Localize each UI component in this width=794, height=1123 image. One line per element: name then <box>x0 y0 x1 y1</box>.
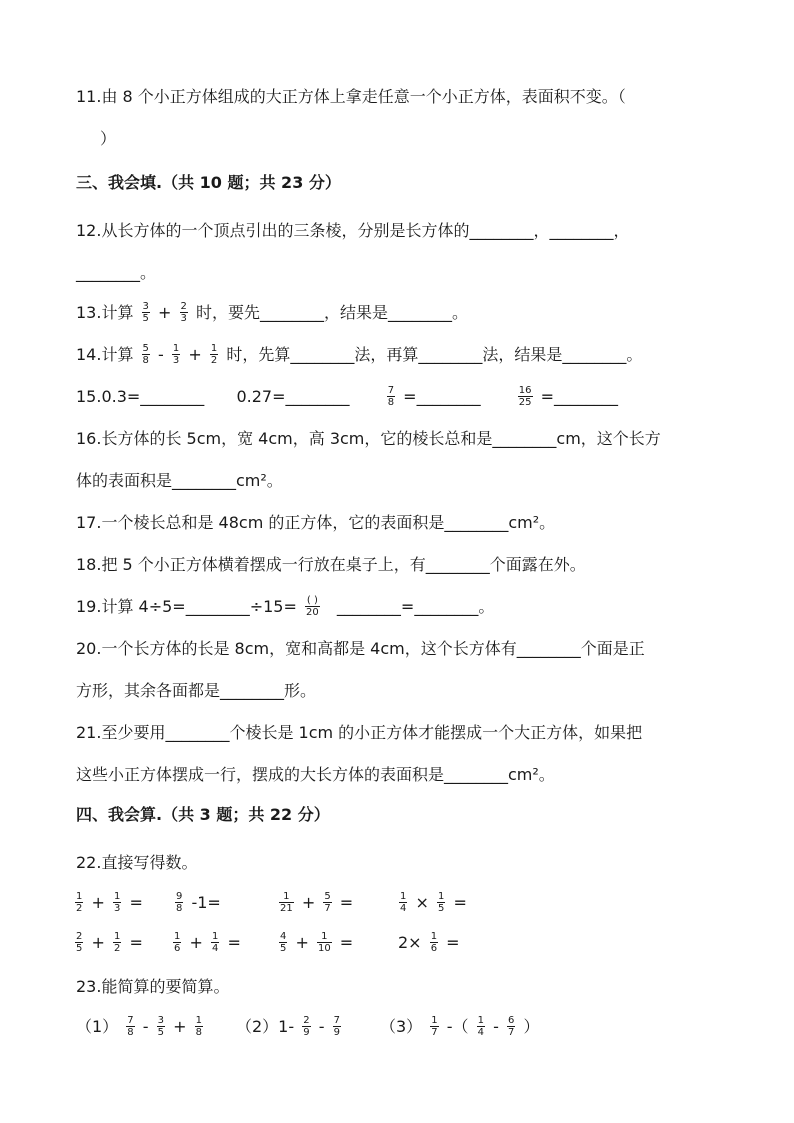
q22-r1c1-f2-num: 1 <box>113 891 121 902</box>
q22-r2c3-f1-num: 4 <box>280 931 287 942</box>
q23-e3-f1-den: 7 <box>431 1027 438 1038</box>
q22-r1c3-op: + <box>301 893 316 912</box>
q22-r2c1-op: + <box>91 933 105 952</box>
q11-line1: 11.由 8 个小正方体组成的大正方体上拿走任意一个小正方体，表面积不变。（ <box>76 87 626 106</box>
q21-line2: 这些小正方体摆成一行，摆成的大长方体的表面积是________cm²。 <box>76 765 555 784</box>
q22-r1c4-fraction-1 <box>399 891 407 914</box>
q13-prefix: 13.计算 <box>76 303 134 322</box>
q22-r2c2 <box>170 932 241 955</box>
q22-r2c3 <box>276 932 353 955</box>
q22-r2c1 <box>72 932 143 955</box>
q22-r2c2-fraction-1 <box>173 931 181 954</box>
q23-e1-op2: + <box>173 1017 187 1036</box>
q23-e1-fraction-2 <box>157 1015 165 1038</box>
q22-r1c1-op: + <box>91 893 105 912</box>
q22-r1c1-fraction-1 <box>75 891 83 914</box>
q22-r1c2-rest: -1= <box>191 893 221 912</box>
q19 <box>76 596 494 619</box>
q15-part2: 0.27=________ <box>236 387 350 406</box>
q22-r2c2-fraction-2 <box>211 931 219 954</box>
q22-r1c4-f2-den: 5 <box>437 903 445 914</box>
q22-r1c4-f2-num: 1 <box>437 891 445 902</box>
q23-e1-label: （1） <box>76 1017 119 1036</box>
q22-r1c3-eq: = <box>339 893 354 912</box>
q23-e1-fraction-3 <box>195 1015 203 1038</box>
q14-fraction-1 <box>142 343 150 366</box>
q22-r1c4-f1-num: 1 <box>400 891 407 902</box>
q22-r1c3-fraction-1 <box>279 891 294 914</box>
q11-line2: ） <box>100 129 117 148</box>
q22-r1c1-f1-num: 1 <box>76 891 83 902</box>
q20-line2: 方形，其余各面都是________形。 <box>76 681 317 700</box>
q22-r1c4-op: × <box>415 893 429 912</box>
q22-r2c3-op: + <box>295 933 309 952</box>
q22-r2c1-fraction-1 <box>75 931 83 954</box>
q15-fraction-1 <box>387 385 395 408</box>
q14-f1-den: 8 <box>142 355 149 366</box>
q23-e2-f1-den: 9 <box>303 1027 310 1038</box>
q16-line1: 16.长方体的长 5cm，宽 4cm，高 3cm，它的棱长总和是________cm，这个长方 <box>76 429 661 448</box>
q22-r1c1-f1-den: 2 <box>76 903 83 914</box>
q23-e3-f1-num: 1 <box>431 1015 438 1026</box>
q15 <box>76 386 618 409</box>
q23-expr-3 <box>380 1016 539 1039</box>
q22-r2c2-eq: = <box>227 933 241 952</box>
q22-r2c1-f1-den: 5 <box>76 943 83 954</box>
q14-suffix: 时，先算________法，再算________法，结果是________。 <box>226 345 643 364</box>
q14-fraction-2 <box>172 343 180 366</box>
q14-prefix: 14.计算 <box>76 345 134 364</box>
q23-e3-fraction-2 <box>477 1015 485 1038</box>
q20-line1: 20.一个长方体的长是 8cm，宽和高都是 4cm，这个长方体有________个面是正 <box>76 639 645 658</box>
q23-e3-f3-num: 6 <box>507 1015 515 1026</box>
q14-f2-den: 3 <box>172 355 180 366</box>
q23-e3-op1: -（ <box>446 1017 469 1036</box>
q22-r2c3-fraction-1 <box>279 931 287 954</box>
q22-r2c1-f2-num: 1 <box>113 931 121 942</box>
q14-f2-num: 1 <box>172 343 180 354</box>
q22-r1c4-f1-den: 4 <box>400 903 407 914</box>
q22-r1c4-fraction-2 <box>437 891 445 914</box>
q22-r2c4-f1-num: 1 <box>430 931 438 942</box>
q23-e2-f1-num: 2 <box>303 1015 310 1026</box>
q14-f3-den: 2 <box>210 355 218 366</box>
q15-f1-den: 8 <box>387 397 395 408</box>
q13-fraction-2 <box>180 301 188 324</box>
q22-r2c1-fraction-2 <box>113 931 121 954</box>
q22-r2c4 <box>398 932 460 955</box>
q14-f3-num: 1 <box>210 343 218 354</box>
q23-e2-op1: - <box>318 1017 325 1036</box>
q22-r1c4 <box>396 892 467 915</box>
q22-r1c1-eq: = <box>129 893 143 912</box>
q22-r1c3 <box>276 892 353 915</box>
q19-f1-num: ( ) <box>306 595 318 606</box>
q22-r1c1-f2-den: 3 <box>113 903 121 914</box>
q13-f1-den: 5 <box>142 313 149 324</box>
q19-suffix: ________=________。 <box>336 597 495 616</box>
q22-r1c4-eq: = <box>453 893 467 912</box>
q23-e1-f2-den: 5 <box>157 1027 164 1038</box>
q14-op2: + <box>188 345 202 364</box>
q22-r1c2-f1-den: 8 <box>176 903 183 914</box>
q22-r1c3-f2-den: 7 <box>324 903 331 914</box>
q23-e1-op1: - <box>142 1017 149 1036</box>
q14-f1-num: 5 <box>142 343 149 354</box>
q13-f2-den: 3 <box>180 313 187 324</box>
q22-r2c3-eq: = <box>339 933 354 952</box>
q23-e3-close: ） <box>523 1017 540 1036</box>
q13 <box>76 302 468 325</box>
q12-line2: ________。 <box>76 263 157 282</box>
q23-e2-f2-num: 7 <box>333 1015 340 1026</box>
q22-r2c3-fraction-2 <box>317 931 332 954</box>
q22-r1c3-f1-num: 1 <box>283 891 290 902</box>
q13-op1: + <box>158 303 172 322</box>
q23-e1-f3-den: 8 <box>195 1027 202 1038</box>
q23-e3-f2-num: 1 <box>477 1015 484 1026</box>
q23-e1-f1-den: 8 <box>127 1027 134 1038</box>
q22-r2c2-f1-den: 6 <box>174 943 181 954</box>
q12-line1: 12.从长方体的一个顶点引出的三条棱，分别是长方体的________，________， <box>76 221 630 240</box>
section4-title: 四、我会算.（共 3 题；共 22 分） <box>76 805 330 824</box>
q18: 18.把 5 个小正方体横着摆成一行放在桌子上，有________个面露在外。 <box>76 555 586 574</box>
q13-f1-num: 3 <box>142 301 149 312</box>
q23-e2-fraction-1 <box>302 1015 310 1038</box>
q22-r2c3-f2-num: 1 <box>321 931 328 942</box>
q22-r1c1 <box>72 892 143 915</box>
q22-r1c2-f1-num: 9 <box>176 891 183 902</box>
q14 <box>76 344 642 367</box>
q15-part3: =________ <box>403 387 481 406</box>
q22-r1c3-fraction-2 <box>323 891 331 914</box>
q23-e2-f2-den: 9 <box>333 1027 340 1038</box>
q22-r1c2 <box>172 892 221 915</box>
q22-r2c4-fraction-1 <box>430 931 438 954</box>
q19-f1-den: 20 <box>305 607 319 618</box>
q22-r2c2-f2-den: 4 <box>211 943 219 954</box>
q22-r2c1-f1-num: 2 <box>76 931 83 942</box>
q23-expr-1 <box>76 1016 206 1039</box>
q22-title: 22.直接写得数。 <box>76 853 198 872</box>
q22-r2c3-f1-den: 5 <box>280 943 287 954</box>
q22-r2c1-eq: = <box>129 933 143 952</box>
q22-r2c3-f2-den: 10 <box>317 943 331 954</box>
q23-e1-f1-num: 7 <box>127 1015 134 1026</box>
q22-r2c2-op: + <box>189 933 203 952</box>
q22-r1c2-fraction-1 <box>175 891 183 914</box>
q22-r2c2-f1-num: 1 <box>174 931 181 942</box>
q15-f2-den: 25 <box>518 397 532 408</box>
q23-e1-fraction-1 <box>126 1015 134 1038</box>
q22-r1c1-fraction-2 <box>113 891 121 914</box>
q13-f2-num: 2 <box>180 301 187 312</box>
q13-fraction-1 <box>142 301 150 324</box>
q23-e3-label: （3） <box>380 1017 423 1036</box>
q13-suffix: 时，要先________，结果是________。 <box>195 303 468 322</box>
q15-part4: =________ <box>540 387 618 406</box>
q14-fraction-3 <box>210 343 218 366</box>
q22-r1c3-f2-num: 5 <box>324 891 331 902</box>
q22-r2c4-eq: = <box>446 933 460 952</box>
q16-line2: 体的表面积是________cm²。 <box>76 471 283 490</box>
q23-title: 23.能简算的要简算。 <box>76 977 230 996</box>
q23-e3-fraction-3 <box>507 1015 515 1038</box>
section3-title: 三、我会填.（共 10 题；共 23 分） <box>76 173 341 192</box>
q23-e3-fraction-1 <box>430 1015 438 1038</box>
q23-e3-f3-den: 7 <box>507 1027 515 1038</box>
q22-r2c2-f2-num: 1 <box>211 931 219 942</box>
q23-e1-f2-num: 3 <box>157 1015 164 1026</box>
q22-r1c3-f1-den: 21 <box>280 903 293 914</box>
q23-e1-f3-num: 1 <box>195 1015 202 1026</box>
q22-r2c4-f1-den: 6 <box>430 943 438 954</box>
q19-fraction-1 <box>305 595 320 618</box>
q15-f2-num: 16 <box>518 385 532 396</box>
q23-e3-op2: - <box>493 1017 499 1036</box>
q23-e2-fraction-2 <box>333 1015 341 1038</box>
q23-e3-f2-den: 4 <box>477 1027 484 1038</box>
q22-r2c1-f2-den: 2 <box>113 943 121 954</box>
q15-part1: 15.0.3=________ <box>76 387 205 406</box>
q15-fraction-2 <box>518 385 533 408</box>
q21-line1: 21.至少要用________个棱长是 1cm 的小正方体才能摆成一个大正方体，如果把 <box>76 723 643 742</box>
q19-prefix: 19.计算 4÷5=________÷15= <box>76 597 297 616</box>
q22-r2c4-pre: 2× <box>398 933 422 952</box>
q15-f1-num: 7 <box>387 385 395 396</box>
q14-op1: - <box>158 345 164 364</box>
q23-expr-2 <box>236 1016 344 1039</box>
q23-e2-label: （2）1- <box>236 1017 295 1036</box>
q17: 17.一个棱长总和是 48cm 的正方体，它的表面积是________cm²。 <box>76 513 556 532</box>
